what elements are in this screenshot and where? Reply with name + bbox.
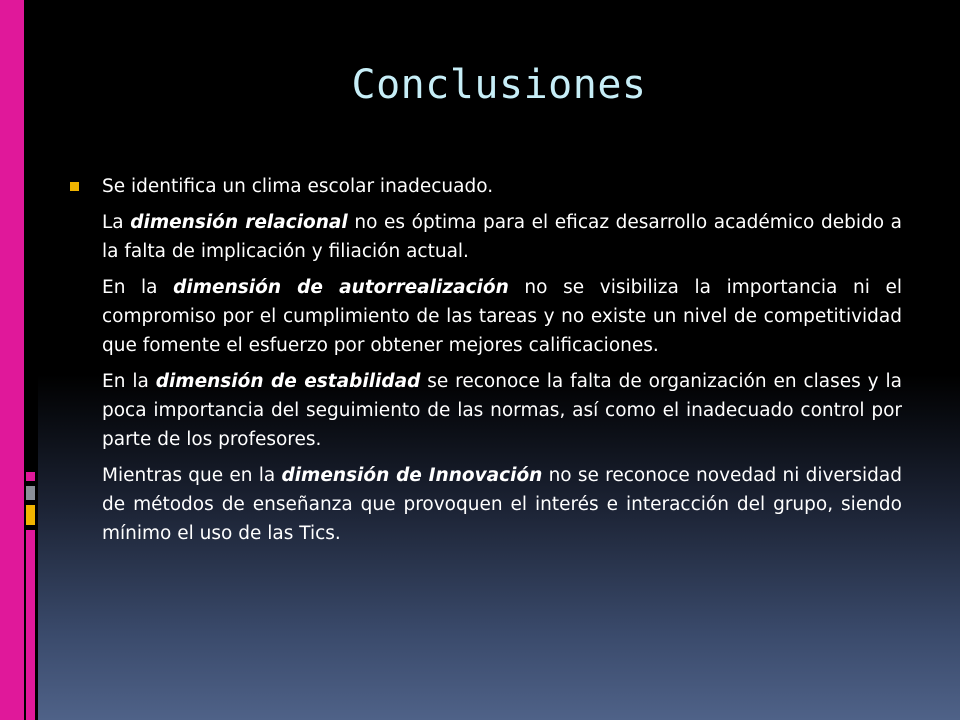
paragraph-text: se reconoce la falta de organización en clases y la poca importancia del seguimiento de las normas, así como el inadecuado control por parte de los profesores. xyxy=(102,371,903,450)
paragraph-relacional xyxy=(70,208,902,266)
paragraph-emphasis: dimensión de Innovación xyxy=(281,465,543,486)
paragraph-emphasis: dimensión relacional xyxy=(130,212,348,233)
paragraph-text: no es óptima para el eficaz desarrollo académico debido a la falta de implicación y filiación actual. xyxy=(102,212,902,262)
paragraph-emphasis: dimensión de estabilidad xyxy=(155,371,421,392)
paragraph-text: no se reconoce novedad ni diversidad de métodos de enseñanza que provoquen el interés e interacción del grupo, siendo mínimo el uso de las Tics. xyxy=(102,465,902,544)
bullet-text: Se identifica un clima escolar inadecuado. xyxy=(102,176,494,197)
accent-block-magenta-bottom xyxy=(26,530,35,720)
accent-block-magenta xyxy=(26,472,35,481)
slide-title: Conclusiones xyxy=(351,62,647,108)
square-bullet-icon xyxy=(70,182,79,191)
slide-content xyxy=(70,172,902,555)
bullet-item xyxy=(70,172,902,201)
paragraph-autorrealizacion xyxy=(70,273,902,360)
accent-block-yellow xyxy=(26,505,35,525)
paragraph-estabilidad xyxy=(70,367,902,454)
accent-block-gray xyxy=(26,486,35,500)
paragraph-text: En la xyxy=(102,371,156,392)
paragraph-emphasis: dimensión de autorrealización xyxy=(173,277,509,298)
paragraph-text: no se visibiliza la importancia ni el compromiso por el cumplimiento de las tareas y no existe un nivel de competitividad que fomente el esfuerzo por obtener mejores calificaciones. xyxy=(102,277,903,356)
paragraph-text: La xyxy=(102,212,131,233)
paragraph-innovacion xyxy=(70,461,902,548)
paragraph-text: En la xyxy=(102,277,174,298)
left-decorative-bar xyxy=(0,0,24,720)
paragraph-text: Mientras que en la xyxy=(102,465,282,486)
